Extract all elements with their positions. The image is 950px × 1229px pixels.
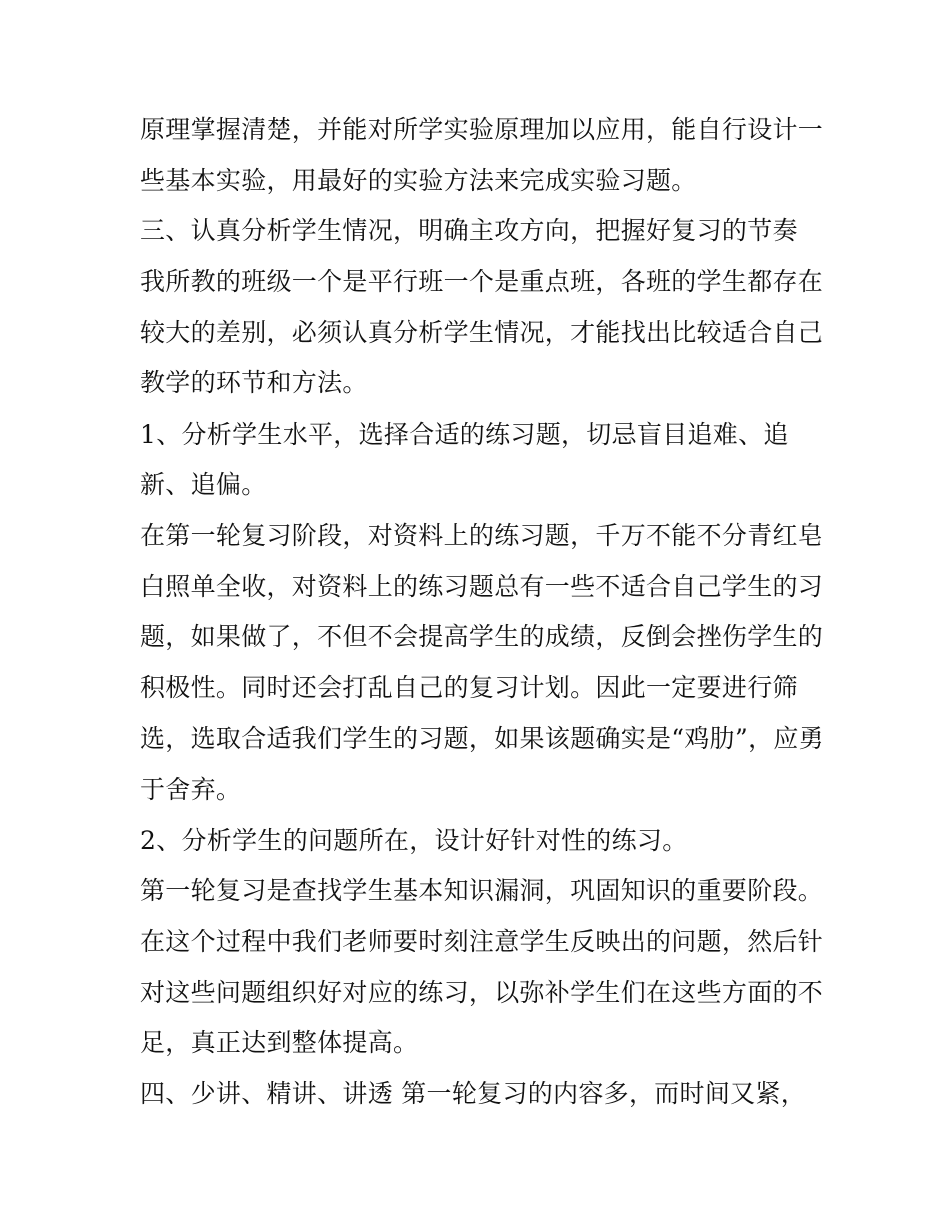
text-line-7: 1、分析学生水平，选择合适的练习题，切忌盲目追难、追 <box>140 420 789 449</box>
text-line-3: 三、认真分析学生情况，明确主攻方向，把握好复习的节奏 <box>140 216 798 245</box>
text-line-8: 新、追偏。 <box>140 470 267 499</box>
text-line-1: 原理掌握清楚，并能对所学实验原理加以应用，能自行设计一 <box>140 115 824 144</box>
text-line-18: 对这些问题组织好对应的练习，以弥补学生们在这些方面的不 <box>140 978 824 1007</box>
text-line-16: 第一轮复习是查找学生基本知识漏洞，巩固知识的重要阶段。 <box>140 876 824 905</box>
text-line-17: 在这个过程中我们老师要时刻注意学生反映出的问题，然后针 <box>140 927 824 956</box>
text-line-20: 四、少讲、精讲、讲透 第一轮复习的内容多，而时间又紧， <box>140 1079 807 1108</box>
text-line-12: 积极性。同时还会打乱自己的复习计划。因此一定要进行筛 <box>140 673 798 702</box>
text-line-14: 于舍弃。 <box>140 775 242 804</box>
text-line-10: 白照单全收，对资料上的练习题总有一些不适合自己学生的习 <box>140 572 824 601</box>
text-line-11: 题，如果做了，不但不会提高学生的成绩，反倒会挫伤学生的 <box>140 622 824 651</box>
text-line-6: 教学的环节和方法。 <box>140 368 368 397</box>
text-line-9: 在第一轮复习阶段，对资料上的练习题，千万不能不分青红皂 <box>140 521 824 550</box>
text-line-4: 我所教的班级一个是平行班一个是重点班，各班的学生都存在 <box>140 267 824 296</box>
text-line-13: 选，选取合适我们学生的习题，如果该题确实是“鸡肋”，应勇 <box>140 724 824 753</box>
text-line-19: 足，真正达到整体提高。 <box>140 1028 419 1057</box>
text-line-2: 些基本实验，用最好的实验方法来完成实验习题。 <box>140 166 697 195</box>
text-line-5: 较大的差别，必须认真分析学生情况，才能找出比较适合自己 <box>140 318 824 347</box>
text-line-15: 2、分析学生的问题所在，设计好针对性的练习。 <box>140 826 688 855</box>
